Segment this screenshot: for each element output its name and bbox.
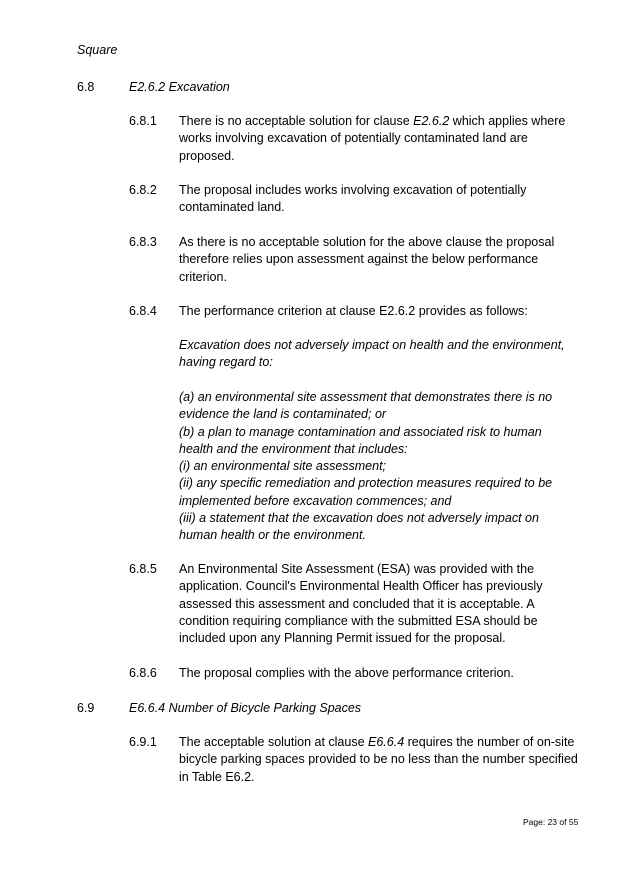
quoted-criterion-intro: Excavation does not adversely impact on health and the environment, having regard to: [179, 338, 565, 370]
section-number: 6.9 [77, 701, 95, 715]
clause-number: 6.8.4 [129, 304, 157, 318]
criterion-line: (iii) a statement that the excavation does not adversely impact on human health or the environment. [179, 511, 539, 543]
section-heading: E2.6.2 Excavation [129, 80, 230, 94]
section-number: 6.8 [77, 80, 95, 94]
section-heading: E6.6.4 Number of Bicycle Parking Spaces [129, 701, 362, 715]
clause-paragraph: The proposal includes works involving excavation of potentially contaminated land. [179, 183, 527, 215]
clause-number: 6.8.3 [129, 235, 157, 249]
clause-paragraph: As there is no acceptable solution for the above clause the proposal therefore relies upon assessment against the below performance criterion. [179, 235, 555, 284]
clause-reference: E6.6.4 [368, 735, 405, 749]
criterion-line: (a) an environmental site assessment that demonstrates there is no evidence the land is contaminated; or [179, 390, 553, 422]
running-header: Square [77, 43, 118, 57]
clause-paragraph: There is no acceptable solution for clause E2.6.2 which applies where works involving excavation of potentially contaminated land are proposed. [179, 114, 566, 163]
criterion-line: (b) a plan to manage contamination and associated risk to human health and the environment that includes: [179, 424, 542, 456]
clause-number: 6.8.6 [129, 666, 157, 680]
clause-number: 6.8.2 [129, 183, 157, 197]
clause-reference: E2.6.2 [413, 114, 450, 128]
criterion-line: (ii) any specific remediation and protection measures required to be implemented before excavation commences; and [179, 476, 553, 508]
page-number: Page: 23 of 55 [523, 817, 579, 827]
clause-number: 6.8.5 [129, 562, 157, 576]
clause-paragraph: The proposal complies with the above performance criterion. [179, 666, 514, 680]
clause-paragraph: The acceptable solution at clause E6.6.4 requires the number of on-site bicycle parking spaces provided to be no less than the number specified in Table E6.2. [179, 735, 578, 784]
criterion-line: (i) an environmental site assessment; [179, 459, 387, 474]
clause-paragraph: The performance criterion at clause E2.6.2 provides as follows: [179, 304, 528, 318]
clause-number: 6.8.1 [129, 114, 157, 128]
clause-number: 6.9.1 [129, 735, 157, 749]
clause-paragraph: An Environmental Site Assessment (ESA) was provided with the application. Council's Environmental Health Officer has previously assessed this assessment and concluded that it is acceptable. A condition requiring compliance with the submitted ESA should be included upon any Planning Permit issued for the proposal. [179, 562, 543, 646]
quoted-criterion-list [179, 389, 579, 545]
